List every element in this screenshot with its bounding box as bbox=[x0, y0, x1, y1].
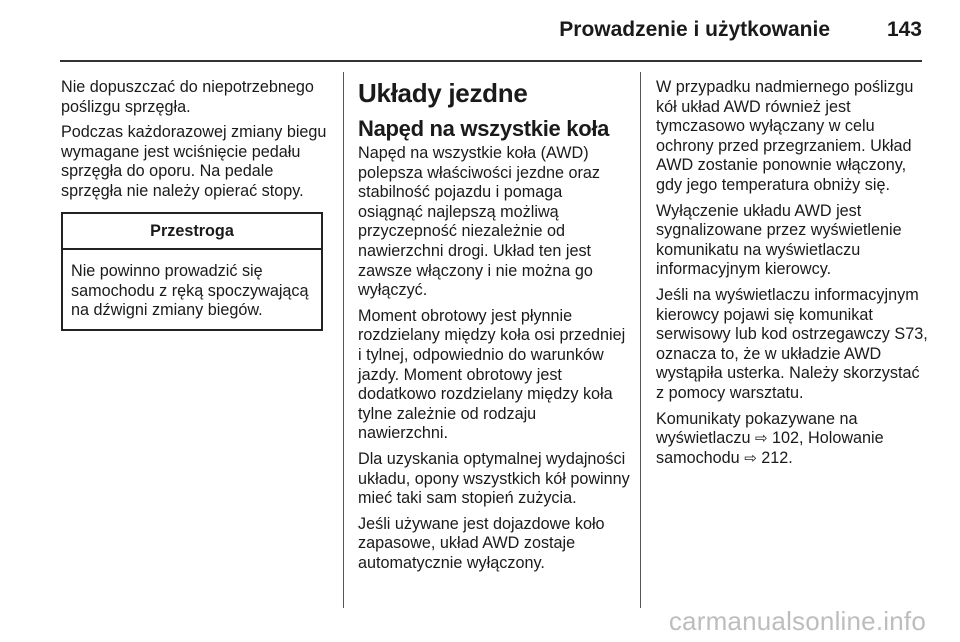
paragraph-with-references bbox=[656, 410, 928, 469]
paragraph: W przypadku nadmiernego poślizgu kół układ AWD również jest tymczasowo wyłączany w celu ochrony przed przegrzaniem. Układ AWD zostanie ponownie włączony, gdy jego temperatura obniży się. bbox=[656, 78, 914, 194]
paragraph: Podczas każdorazowej zmiany biegu wymagane jest wciśnięcie pedału sprzęgła do oporu. Na pedale sprzęgła nie należy opierać stopy. bbox=[61, 123, 327, 200]
warning-text: Nie powinno prowadzić się samochodu z ręką spoczywającą na dźwigni zmiany biegów. bbox=[71, 262, 309, 320]
column-divider bbox=[640, 72, 641, 608]
paragraph: Jeśli używane jest dojazdowe koło zapasowe, układ AWD zostaje automatycznie wyłączony. bbox=[358, 514, 605, 572]
page-reference-arrow-icon: ⇨ bbox=[744, 449, 757, 467]
paragraph: Wyłączenie układu AWD jest sygnalizowane przez wyświetlenie komunikatu na wyświetlaczu informacyjnym kierowcy. bbox=[656, 201, 902, 279]
page-reference-link[interactable]: 212 bbox=[761, 448, 789, 467]
warning-title: Przestroga bbox=[63, 214, 321, 251]
warning-box bbox=[61, 212, 323, 331]
column-left bbox=[61, 78, 333, 331]
column-middle bbox=[358, 78, 630, 579]
paragraph: Jeśli na wyświetlaczu informacyjnym kierowcy pojawi się komunikat serwisowy lub kod ostrzegawczy S73, oznacza to, że w układzie AWD wystąpiła usterka. Należy skorzystać z pomocy warsztatu. bbox=[656, 285, 928, 402]
section-title: Prowadzenie i użytkowanie bbox=[559, 18, 830, 41]
page-header bbox=[60, 14, 922, 50]
page-reference-link[interactable]: 102 bbox=[772, 429, 800, 448]
column-right bbox=[656, 78, 928, 474]
paragraph: Nie dopuszczać do niepotrzebnego poślizgu sprzęgła. bbox=[61, 78, 314, 116]
chapter-heading: Układy jezdne bbox=[358, 78, 528, 108]
page-number: 143 bbox=[886, 18, 922, 41]
text: , Holowanie samochodu bbox=[656, 429, 884, 467]
header-divider bbox=[60, 60, 922, 62]
section-heading: Napęd na wszystkie koła bbox=[358, 116, 610, 141]
text: . bbox=[788, 448, 793, 467]
paragraph: Dla uzyskania optymalnej wydajności układu, opony wszystkich kół powinny mieć taki sam stopień zużycia. bbox=[358, 449, 630, 508]
paragraph: Moment obrotowy jest płynnie rozdzielany między koła osi przedniej i tylnej, odpowiednio do warunków jazdy. Moment obrotowy jest dodatkowo rozdzielany między koła tylne zależnie od rodzaju nawierzchni. bbox=[358, 306, 626, 443]
watermark: carmanualsonline.info bbox=[668, 606, 926, 636]
paragraph: Napęd na wszystkie koła (AWD) polepsza właściwości jezdne oraz stabilność pojazdu i pomaga osiągnąć najlepszą możliwą przyczepność niezależnie od nawierzchni drogi. Układ ten jest zawsze włączony i nie można go wyłączyć. bbox=[358, 144, 601, 300]
column-divider bbox=[343, 72, 344, 608]
text: Komunikaty pokazywane na wyświetlaczu bbox=[656, 409, 858, 448]
page-reference-arrow-icon: ⇨ bbox=[754, 430, 768, 448]
